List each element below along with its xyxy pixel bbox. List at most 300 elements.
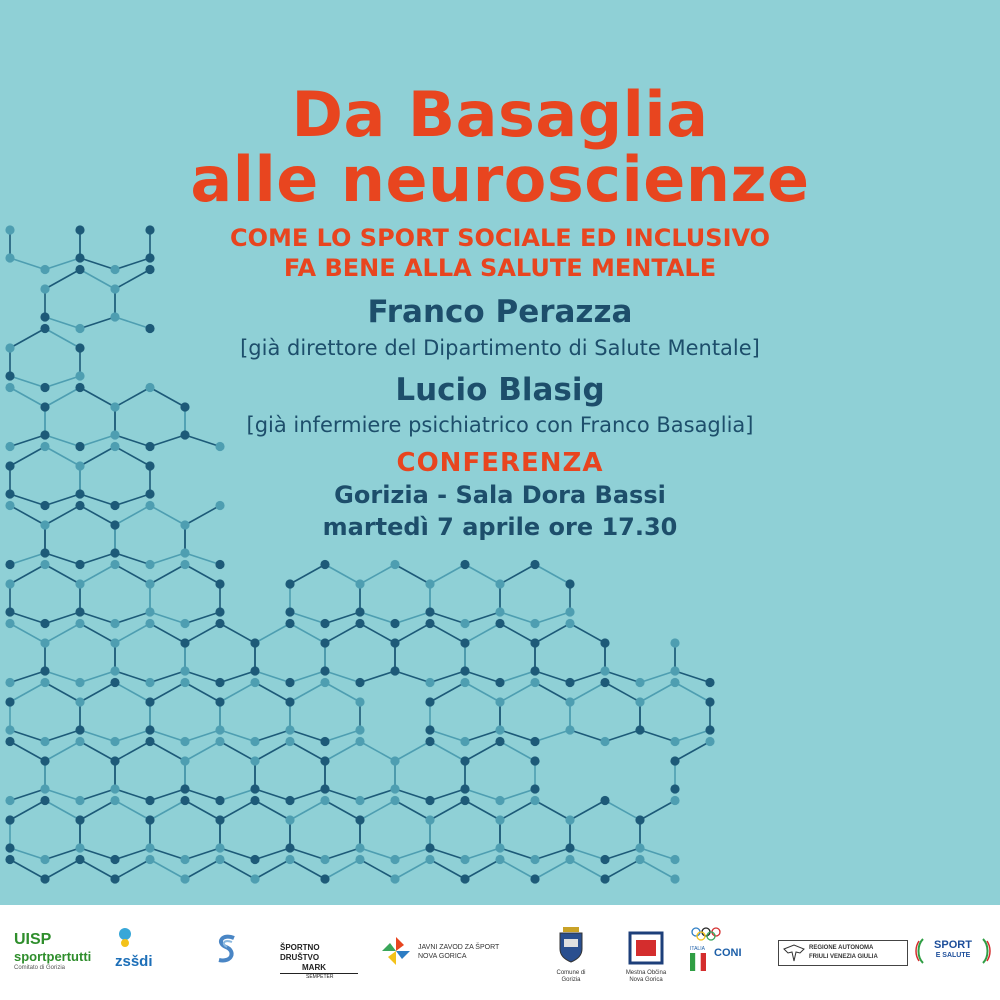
network-node bbox=[285, 843, 294, 852]
network-node bbox=[635, 843, 644, 852]
network-bond bbox=[430, 671, 465, 683]
network-node bbox=[40, 855, 49, 864]
network-node bbox=[145, 697, 154, 706]
network-bond bbox=[185, 801, 220, 821]
network-node bbox=[705, 678, 714, 687]
network-node bbox=[5, 560, 14, 569]
network-bond bbox=[430, 612, 465, 624]
network-bond bbox=[535, 860, 570, 880]
network-bond bbox=[325, 801, 360, 821]
network-node bbox=[355, 619, 364, 628]
network-bond bbox=[255, 848, 290, 860]
network-bond bbox=[640, 730, 675, 742]
network-bond bbox=[185, 742, 220, 762]
network-node bbox=[250, 756, 259, 765]
network-bond bbox=[570, 624, 605, 644]
network-bond bbox=[570, 671, 605, 683]
network-node bbox=[110, 796, 119, 805]
network-node bbox=[215, 725, 224, 734]
network-node bbox=[320, 560, 329, 569]
italy-flag-shield-icon bbox=[690, 953, 706, 973]
network-node bbox=[670, 796, 679, 805]
network-bond bbox=[220, 671, 255, 683]
network-node bbox=[320, 678, 329, 687]
network-bond bbox=[325, 683, 360, 703]
network-bond bbox=[535, 730, 570, 742]
network-node bbox=[250, 737, 259, 746]
network-node bbox=[320, 666, 329, 675]
network-node bbox=[145, 737, 154, 746]
network-bond bbox=[10, 612, 45, 624]
network-bond bbox=[185, 789, 220, 801]
network-bond bbox=[675, 683, 710, 703]
network-bond bbox=[115, 730, 150, 742]
network-node bbox=[180, 678, 189, 687]
network-node bbox=[390, 796, 399, 805]
network-node bbox=[5, 619, 14, 628]
network-node bbox=[530, 874, 539, 883]
network-node bbox=[565, 607, 574, 616]
network-node bbox=[390, 619, 399, 628]
network-node bbox=[75, 678, 84, 687]
network-bond bbox=[465, 860, 500, 880]
network-node bbox=[320, 737, 329, 746]
network-bond bbox=[570, 683, 605, 703]
network-bond bbox=[500, 848, 535, 860]
network-node bbox=[110, 756, 119, 765]
network-node bbox=[390, 855, 399, 864]
sempeter-label: ŠEMPETER bbox=[280, 973, 358, 981]
network-bond bbox=[675, 671, 710, 683]
network-node bbox=[145, 725, 154, 734]
network-bond bbox=[465, 612, 500, 624]
network-node bbox=[495, 725, 504, 734]
network-bond bbox=[640, 801, 675, 821]
network-node bbox=[5, 697, 14, 706]
nova-gorica-crest-icon bbox=[618, 931, 674, 965]
network-node bbox=[390, 638, 399, 647]
network-bond bbox=[290, 789, 325, 801]
network-node bbox=[110, 619, 119, 628]
network-node bbox=[215, 678, 224, 687]
network-node bbox=[565, 725, 574, 734]
network-bond bbox=[80, 553, 115, 565]
network-node bbox=[215, 843, 224, 852]
network-bond bbox=[185, 565, 220, 585]
network-bond bbox=[395, 801, 430, 821]
network-bond bbox=[150, 860, 185, 880]
network-bond bbox=[360, 565, 395, 585]
network-node bbox=[670, 737, 679, 746]
network-bond bbox=[500, 671, 535, 683]
network-node bbox=[600, 666, 609, 675]
network-node bbox=[75, 737, 84, 746]
network-node bbox=[215, 619, 224, 628]
network-node bbox=[215, 737, 224, 746]
network-bond bbox=[395, 860, 430, 880]
mestna-caption-1: Mestna Občina bbox=[625, 970, 667, 976]
network-bond bbox=[325, 612, 360, 624]
network-node bbox=[565, 697, 574, 706]
coni-name: CONI bbox=[714, 947, 742, 959]
network-bond bbox=[150, 848, 185, 860]
network-bond bbox=[430, 730, 465, 742]
network-node bbox=[110, 638, 119, 647]
network-bond bbox=[150, 671, 185, 683]
zssdi-emblem-icon bbox=[115, 927, 135, 949]
network-bond bbox=[430, 848, 465, 860]
event-datetime: martedì 7 aprile ore 17.30 bbox=[322, 513, 678, 541]
network-node bbox=[285, 725, 294, 734]
network-bond bbox=[325, 565, 360, 585]
network-node bbox=[495, 855, 504, 864]
network-bond bbox=[80, 801, 115, 821]
gorizia-crest-icon bbox=[546, 923, 596, 965]
mestna-obcina-logo bbox=[618, 931, 674, 984]
network-bond bbox=[115, 671, 150, 683]
network-bond bbox=[605, 801, 640, 821]
network-node bbox=[75, 725, 84, 734]
network-bond bbox=[465, 624, 500, 644]
network-bond bbox=[220, 860, 255, 880]
network-bond bbox=[500, 860, 535, 880]
network-bond bbox=[325, 789, 360, 801]
network-node bbox=[75, 855, 84, 864]
network-bond bbox=[150, 801, 185, 821]
network-bond bbox=[115, 742, 150, 762]
network-node bbox=[215, 796, 224, 805]
network-node bbox=[40, 874, 49, 883]
network-node bbox=[390, 756, 399, 765]
network-bond bbox=[430, 789, 465, 801]
network-bond bbox=[290, 848, 325, 860]
network-bond bbox=[430, 624, 465, 644]
network-bond bbox=[360, 742, 395, 762]
network-node bbox=[495, 737, 504, 746]
network-bond bbox=[45, 553, 80, 565]
network-bond bbox=[500, 801, 535, 821]
network-bond bbox=[80, 742, 115, 762]
network-node bbox=[110, 737, 119, 746]
network-node bbox=[425, 607, 434, 616]
network-bond bbox=[150, 730, 185, 742]
network-node bbox=[460, 560, 469, 569]
network-bond bbox=[325, 860, 360, 880]
network-node bbox=[390, 874, 399, 883]
network-bond bbox=[255, 789, 290, 801]
network-bond bbox=[290, 612, 325, 624]
network-node bbox=[355, 855, 364, 864]
gorizia-caption-2: Gorizia bbox=[561, 977, 581, 983]
network-bond bbox=[220, 848, 255, 860]
network-bond bbox=[150, 624, 185, 644]
network-node bbox=[215, 855, 224, 864]
network-bond bbox=[10, 553, 45, 565]
network-node bbox=[670, 666, 679, 675]
network-bond bbox=[500, 683, 535, 703]
network-bond bbox=[325, 624, 360, 644]
network-node bbox=[705, 697, 714, 706]
sport-e-salute-line-1: SPORT bbox=[934, 939, 972, 951]
network-node bbox=[600, 874, 609, 883]
network-bond bbox=[430, 860, 465, 880]
event-type: CONFERENZA bbox=[396, 448, 604, 478]
network-bond bbox=[465, 683, 500, 703]
network-bond bbox=[500, 742, 535, 762]
sponsor-logo-strip bbox=[0, 905, 1000, 1000]
network-node bbox=[75, 697, 84, 706]
network-node bbox=[250, 855, 259, 864]
network-node bbox=[425, 737, 434, 746]
network-bond bbox=[80, 671, 115, 683]
network-bond bbox=[360, 848, 395, 860]
network-bond bbox=[395, 624, 430, 644]
network-node bbox=[75, 815, 84, 824]
network-bond bbox=[185, 848, 220, 860]
uisp-logo bbox=[14, 931, 94, 972]
network-node bbox=[460, 796, 469, 805]
network-node bbox=[425, 843, 434, 852]
network-bond bbox=[500, 565, 535, 585]
network-bond bbox=[290, 742, 325, 762]
network-node bbox=[5, 678, 14, 687]
network-node bbox=[285, 815, 294, 824]
network-node bbox=[75, 619, 84, 628]
network-bond bbox=[80, 848, 115, 860]
network-bond bbox=[185, 671, 220, 683]
network-bond bbox=[290, 860, 325, 880]
network-bond bbox=[80, 624, 115, 644]
network-node bbox=[110, 548, 119, 557]
network-node bbox=[145, 619, 154, 628]
network-bond bbox=[220, 624, 255, 644]
network-node bbox=[250, 874, 259, 883]
network-node bbox=[5, 579, 14, 588]
network-node bbox=[670, 855, 679, 864]
subtitle-line-1: COME LO SPORT SOCIALE ED INCLUSIVO bbox=[229, 224, 771, 252]
network-node bbox=[705, 725, 714, 734]
network-bond bbox=[465, 848, 500, 860]
network-node bbox=[145, 815, 154, 824]
network-node bbox=[110, 855, 119, 864]
speaker-2-role: [già infermiere psichiatrico con Franco Basaglia] bbox=[246, 413, 754, 437]
network-node bbox=[180, 560, 189, 569]
network-node bbox=[75, 560, 84, 569]
network-bond bbox=[10, 565, 45, 585]
network-node bbox=[285, 579, 294, 588]
speaker-1-role: [già direttore del Dipartimento di Salute Mentale] bbox=[240, 336, 760, 360]
network-node bbox=[180, 756, 189, 765]
network-node bbox=[425, 725, 434, 734]
event-venue: Gorizia - Sala Dora Bassi bbox=[334, 481, 666, 509]
network-node bbox=[285, 855, 294, 864]
network-bond bbox=[220, 801, 255, 821]
network-node bbox=[460, 619, 469, 628]
network-node bbox=[215, 560, 224, 569]
network-bond bbox=[570, 848, 605, 860]
title-line-1: Da Basaglia bbox=[291, 78, 709, 151]
network-node bbox=[180, 796, 189, 805]
network-node bbox=[215, 815, 224, 824]
network-bond bbox=[360, 624, 395, 644]
speaker-2-name: Lucio Blasig bbox=[395, 372, 605, 408]
network-bond bbox=[115, 860, 150, 880]
network-bond bbox=[150, 612, 185, 624]
network-bond bbox=[255, 730, 290, 742]
network-node bbox=[5, 607, 14, 616]
network-node bbox=[285, 619, 294, 628]
comune-gorizia-logo bbox=[546, 923, 596, 984]
network-bond bbox=[605, 860, 640, 880]
network-bond bbox=[430, 683, 465, 703]
network-bond bbox=[80, 683, 115, 703]
network-node bbox=[145, 607, 154, 616]
network-bond bbox=[185, 612, 220, 624]
coni-logo bbox=[690, 927, 770, 959]
network-node bbox=[250, 666, 259, 675]
network-bond bbox=[10, 624, 45, 644]
network-node bbox=[145, 855, 154, 864]
network-bond bbox=[45, 860, 80, 880]
gorizia-caption-1: Comune di bbox=[556, 970, 586, 976]
network-bond bbox=[430, 801, 465, 821]
network-bond bbox=[395, 612, 430, 624]
network-node bbox=[355, 607, 364, 616]
network-node bbox=[40, 678, 49, 687]
network-bond bbox=[255, 671, 290, 683]
uisp-logo-name: UISP bbox=[14, 931, 52, 948]
network-node bbox=[285, 697, 294, 706]
network-node bbox=[460, 756, 469, 765]
network-node bbox=[635, 725, 644, 734]
network-node bbox=[390, 784, 399, 793]
network-node bbox=[530, 784, 539, 793]
network-node bbox=[145, 843, 154, 852]
network-node bbox=[460, 666, 469, 675]
network-bond bbox=[80, 789, 115, 801]
network-bond bbox=[360, 612, 395, 624]
network-bond bbox=[640, 860, 675, 880]
network-bond bbox=[675, 742, 710, 762]
network-node bbox=[600, 638, 609, 647]
network-bond bbox=[10, 742, 45, 762]
network-node bbox=[40, 284, 49, 293]
network-node bbox=[320, 784, 329, 793]
network-node bbox=[565, 619, 574, 628]
network-node bbox=[145, 579, 154, 588]
network-bond bbox=[360, 860, 395, 880]
network-bond bbox=[325, 730, 360, 742]
network-node bbox=[40, 756, 49, 765]
network-bond bbox=[640, 683, 675, 703]
network-node bbox=[355, 737, 364, 746]
network-bond bbox=[115, 565, 150, 585]
network-bond bbox=[45, 565, 80, 585]
network-node bbox=[495, 579, 504, 588]
network-node bbox=[110, 560, 119, 569]
network-node bbox=[495, 697, 504, 706]
network-node bbox=[110, 666, 119, 675]
speaker-1-name: Franco Perazza bbox=[367, 294, 633, 330]
network-node bbox=[530, 678, 539, 687]
network-node bbox=[355, 678, 364, 687]
network-node bbox=[250, 796, 259, 805]
network-node bbox=[40, 619, 49, 628]
network-node bbox=[40, 548, 49, 557]
network-node bbox=[320, 874, 329, 883]
network-node bbox=[460, 874, 469, 883]
network-node bbox=[75, 579, 84, 588]
network-bond bbox=[290, 565, 325, 585]
mark-label: MARK bbox=[302, 963, 326, 972]
network-node bbox=[180, 874, 189, 883]
zssdi-logo bbox=[115, 927, 205, 970]
network-bond bbox=[255, 683, 290, 703]
network-node bbox=[635, 855, 644, 864]
network-node bbox=[565, 678, 574, 687]
uisp-logo-subtitle: Comitato di Gorizia bbox=[14, 965, 66, 971]
sport-e-salute-line-2: E SALUTE bbox=[935, 952, 971, 959]
network-bond bbox=[360, 801, 395, 821]
network-bond bbox=[325, 742, 360, 762]
network-bond bbox=[115, 801, 150, 821]
network-node bbox=[180, 737, 189, 746]
network-bond bbox=[10, 671, 45, 683]
network-node bbox=[75, 796, 84, 805]
network-node bbox=[565, 855, 574, 864]
network-node bbox=[320, 855, 329, 864]
network-bond bbox=[535, 801, 570, 821]
network-node bbox=[250, 678, 259, 687]
pinwheel-logo-icon bbox=[380, 935, 412, 972]
network-node bbox=[460, 737, 469, 746]
network-bond bbox=[325, 848, 360, 860]
network-node bbox=[425, 619, 434, 628]
network-bond bbox=[115, 624, 150, 644]
network-node bbox=[600, 855, 609, 864]
network-node bbox=[180, 855, 189, 864]
network-node bbox=[670, 638, 679, 647]
network-node bbox=[495, 607, 504, 616]
network-bond bbox=[45, 730, 80, 742]
network-node bbox=[355, 796, 364, 805]
network-node bbox=[670, 756, 679, 765]
network-node bbox=[320, 796, 329, 805]
network-bond bbox=[220, 789, 255, 801]
network-bond bbox=[640, 671, 675, 683]
network-bond bbox=[430, 565, 465, 585]
network-bond bbox=[45, 848, 80, 860]
network-node bbox=[5, 725, 14, 734]
network-bond bbox=[290, 683, 325, 703]
network-bond bbox=[115, 553, 150, 565]
network-node bbox=[320, 619, 329, 628]
javni-zavod-logo bbox=[418, 943, 518, 961]
network-bond bbox=[185, 683, 220, 703]
network-bond bbox=[255, 624, 290, 644]
network-node bbox=[285, 678, 294, 687]
network-bond bbox=[360, 789, 395, 801]
network-bond bbox=[290, 671, 325, 683]
network-bond bbox=[115, 789, 150, 801]
network-bond bbox=[500, 624, 535, 644]
title-line-2: alle neuroscienze bbox=[190, 143, 810, 216]
network-node bbox=[460, 638, 469, 647]
network-node bbox=[110, 874, 119, 883]
network-node bbox=[425, 579, 434, 588]
network-bond bbox=[570, 730, 605, 742]
network-bond bbox=[535, 624, 570, 644]
